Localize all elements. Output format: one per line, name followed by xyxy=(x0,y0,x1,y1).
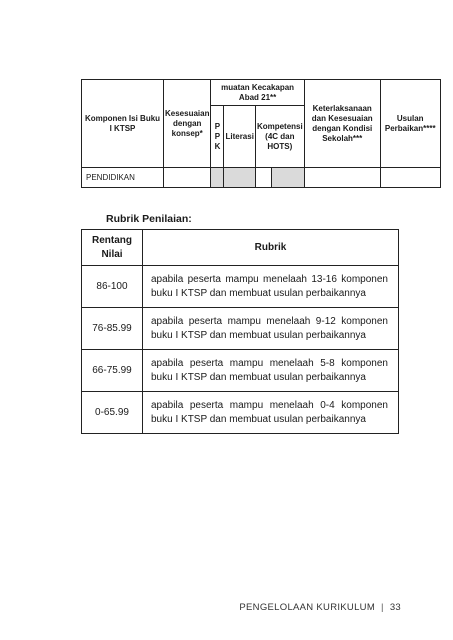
cell-kompetensi-a xyxy=(255,168,271,188)
header-literasi: Literasi xyxy=(224,106,255,168)
page-footer xyxy=(239,602,401,613)
page-number: 33 xyxy=(389,602,401,613)
rubric-range: 86-100 xyxy=(82,266,143,308)
assessment-table xyxy=(81,79,441,188)
header-muatan-abad-21: muatan Kecakapan Abad 21** xyxy=(211,80,304,106)
cell-kesesuaian xyxy=(164,168,211,188)
cell-kompetensi-b xyxy=(272,168,305,188)
rubric-row xyxy=(82,350,399,392)
cell-usulan xyxy=(380,168,440,188)
header-usulan-perbaikan: Usulan Perbaikan**** xyxy=(380,80,440,168)
rubric-range: 0-65.99 xyxy=(82,392,143,434)
cell-keterlaksanaan xyxy=(304,168,380,188)
footer-separator: | xyxy=(381,602,384,613)
rubric-table xyxy=(81,229,399,434)
rubric-header-range: Rentang Nilai xyxy=(82,230,143,266)
rubric-row xyxy=(82,308,399,350)
header-kompetensi: Kompetensi (4C dan HOTS) xyxy=(255,106,304,168)
rubric-description: apabila peserta mampu menelaah 13-16 komponen buku I KTSP dan membuat usulan perbaikannya xyxy=(143,266,399,308)
rubric-description: apabila peserta mampu menelaah 0-4 komponen buku I KTSP dan membuat usulan perbaikannya xyxy=(143,392,399,434)
rubric-range: 76-85.99 xyxy=(82,308,143,350)
cell-ppk xyxy=(211,168,224,188)
cell-literasi xyxy=(224,168,255,188)
header-kesesuaian: Kesesuaian dengan konsep* xyxy=(164,80,211,168)
header-komponen: Komponen Isi Buku I KTSP xyxy=(82,80,164,168)
row-pendidikan-label: PENDIDIKAN xyxy=(82,168,164,188)
rubric-title: Rubrik Penilaian: xyxy=(106,213,192,225)
rubric-header-rubrik: Rubrik xyxy=(143,230,399,266)
footer-section-title: PENGELOLAAN KURIKULUM xyxy=(239,602,376,613)
rubric-description: apabila peserta mampu menelaah 9-12 komponen buku I KTSP dan membuat usulan perbaikannya xyxy=(143,308,399,350)
header-ppk: P P K xyxy=(211,106,224,168)
header-keterlaksanaan: Keterlaksanaan dan Kesesuaian dengan Kondisi Sekolah*** xyxy=(304,80,380,168)
rubric-row xyxy=(82,266,399,308)
rubric-row xyxy=(82,392,399,434)
rubric-description: apabila peserta mampu menelaah 5-8 komponen buku I KTSP dan membuat usulan perbaikannya xyxy=(143,350,399,392)
rubric-range: 66-75.99 xyxy=(82,350,143,392)
